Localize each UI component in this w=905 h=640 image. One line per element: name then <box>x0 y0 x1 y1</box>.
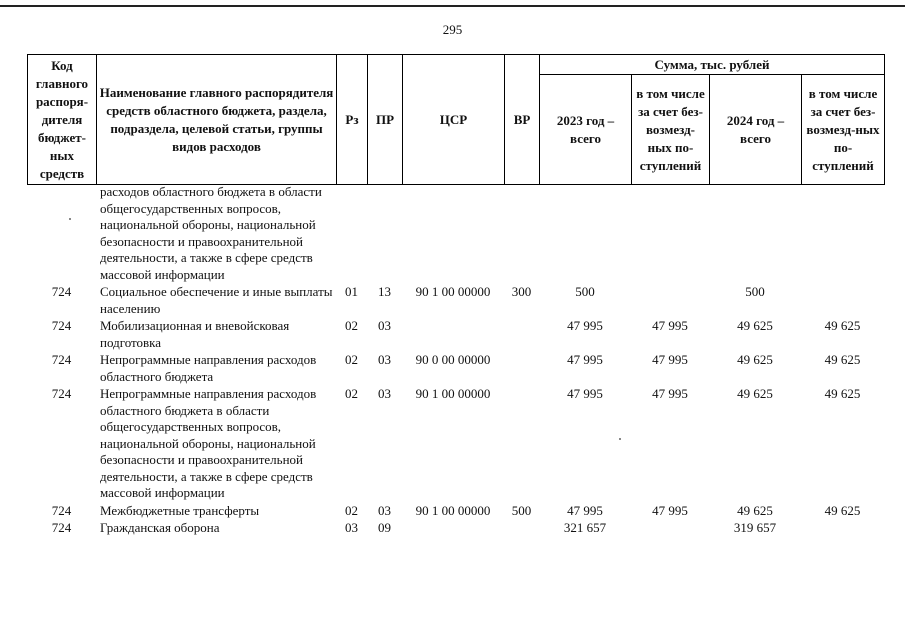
header-code: Код главного распоря-дителя бюджет-ных средств <box>28 55 97 185</box>
row-code: 724 <box>51 520 72 535</box>
row-2023-free: 47 995 <box>652 318 688 333</box>
row-rz: 02 <box>345 502 358 518</box>
row-vr <box>504 519 539 537</box>
row-2023-free <box>631 184 709 283</box>
header-sum-group: Сумма, тыс. рублей <box>540 55 885 75</box>
row-rz: 02 <box>345 352 358 367</box>
row-2024-total: 319 657 <box>733 520 777 535</box>
page-number: 295 <box>442 22 463 37</box>
row-rz: 02 <box>345 386 358 401</box>
row-2023-total: 321 657 <box>563 520 607 535</box>
row-2024-free: 49 625 <box>824 386 861 401</box>
row-2024-total: 500 <box>745 284 765 299</box>
row-vr: 500 <box>511 502 532 518</box>
row-name: расходов областного бюджета в области общегосударственных вопросов, национальной обороны, национальной безопасности и правоохранительной деятельности, а также в сфере средств массовой информации <box>100 184 326 282</box>
row-2024-free <box>801 184 884 283</box>
row-2023-free: 47 995 <box>652 352 688 367</box>
row-code <box>27 184 96 283</box>
row-code: 724 <box>51 284 72 299</box>
row-pr: 03 <box>378 502 391 518</box>
header-pr: ПР <box>368 55 403 185</box>
header-2024-total: 2024 год – всего <box>710 75 802 185</box>
row-2024-free <box>801 519 884 537</box>
row-2023-total: 500 <box>575 284 595 299</box>
header-rz: Рз <box>337 55 368 185</box>
row-name: Межбюджетные трансферты <box>100 502 260 518</box>
row-pr: 03 <box>378 318 391 333</box>
row-2023-total <box>539 184 631 283</box>
table-row <box>27 317 884 351</box>
row-vr <box>504 385 539 502</box>
row-2024-total: 49 625 <box>737 386 773 401</box>
row-2024-free <box>801 283 884 317</box>
row-2024-total: 49 625 <box>737 352 773 367</box>
scan-speck <box>69 218 71 220</box>
row-code: 724 <box>51 352 72 367</box>
row-name: Социальное обеспечение и иные выплаты населению <box>100 284 336 316</box>
row-pr: 03 <box>378 386 391 401</box>
row-vr <box>504 351 539 385</box>
row-rz: 03 <box>345 520 358 535</box>
row-pr <box>367 184 402 283</box>
row-name: Мобилизационная и вневойсковая подготовка <box>100 318 293 350</box>
row-csr <box>402 317 504 351</box>
row-2024-free: 49 625 <box>824 352 861 367</box>
row-csr: 90 1 00 00000 <box>415 502 491 518</box>
row-2024-free: 49 625 <box>824 318 861 333</box>
table-row <box>27 283 884 317</box>
row-2023-free <box>631 283 709 317</box>
table-row <box>27 184 884 283</box>
row-rz: 01 <box>345 284 358 299</box>
table-row <box>27 351 884 385</box>
table-header <box>27 54 885 185</box>
table-row <box>27 502 884 520</box>
row-code: 724 <box>51 318 72 333</box>
row-2023-total: 47 995 <box>567 502 603 518</box>
row-csr <box>402 519 504 537</box>
row-name: Непрограммные направления расходов областного бюджета в области общегосударственных вопросов, национальной обороны, национальной безопасности и правоохранительной деятельности, а также в сфере средств массовой информации <box>100 386 320 500</box>
row-2023-free: 47 995 <box>652 386 688 401</box>
row-csr: 90 0 00 00000 <box>415 352 491 367</box>
row-2024-total: 49 625 <box>737 318 773 333</box>
scan-speck <box>619 438 621 440</box>
row-rz <box>336 184 367 283</box>
row-csr <box>402 184 504 283</box>
row-2023-total: 47 995 <box>567 318 603 333</box>
header-vr: ВР <box>505 55 540 185</box>
header-name: Наименование главного распорядителя средств областного бюджета, раздела, подраздела, целевой статьи, группы видов расходов <box>97 55 337 185</box>
row-pr: 09 <box>378 520 391 535</box>
header-csr: ЦСР <box>403 55 505 185</box>
top-rule <box>0 5 905 7</box>
row-pr: 03 <box>378 352 391 367</box>
row-vr <box>504 317 539 351</box>
table-row <box>27 519 884 537</box>
row-name: Гражданская оборона <box>100 520 220 535</box>
row-code: 724 <box>51 386 72 401</box>
row-2024-total: 49 625 <box>737 502 773 518</box>
row-name: Непрограммные направления расходов областного бюджета <box>100 352 320 384</box>
row-code: 724 <box>51 502 72 518</box>
header-2023-total: 2023 год – всего <box>540 75 632 185</box>
row-pr: 13 <box>378 284 391 299</box>
row-vr: 300 <box>511 284 532 299</box>
row-rz: 02 <box>345 318 358 333</box>
table-row <box>27 385 884 502</box>
row-2023-total: 47 995 <box>567 352 603 367</box>
row-csr: 90 1 00 00000 <box>415 284 491 299</box>
row-2023-free: 47 995 <box>652 502 688 518</box>
row-2023-free <box>631 519 709 537</box>
row-vr <box>504 184 539 283</box>
table-body <box>27 184 884 537</box>
header-2023-free: в том числе за счет без-возмезд-ных по-ступлений <box>632 75 710 185</box>
header-2024-free: в том числе за счет без-возмезд-ных по-ступлений <box>802 75 885 185</box>
row-2024-free: 49 625 <box>824 502 861 518</box>
row-2023-total: 47 995 <box>567 386 603 401</box>
row-csr: 90 1 00 00000 <box>415 386 491 401</box>
row-2024-total <box>709 184 801 283</box>
